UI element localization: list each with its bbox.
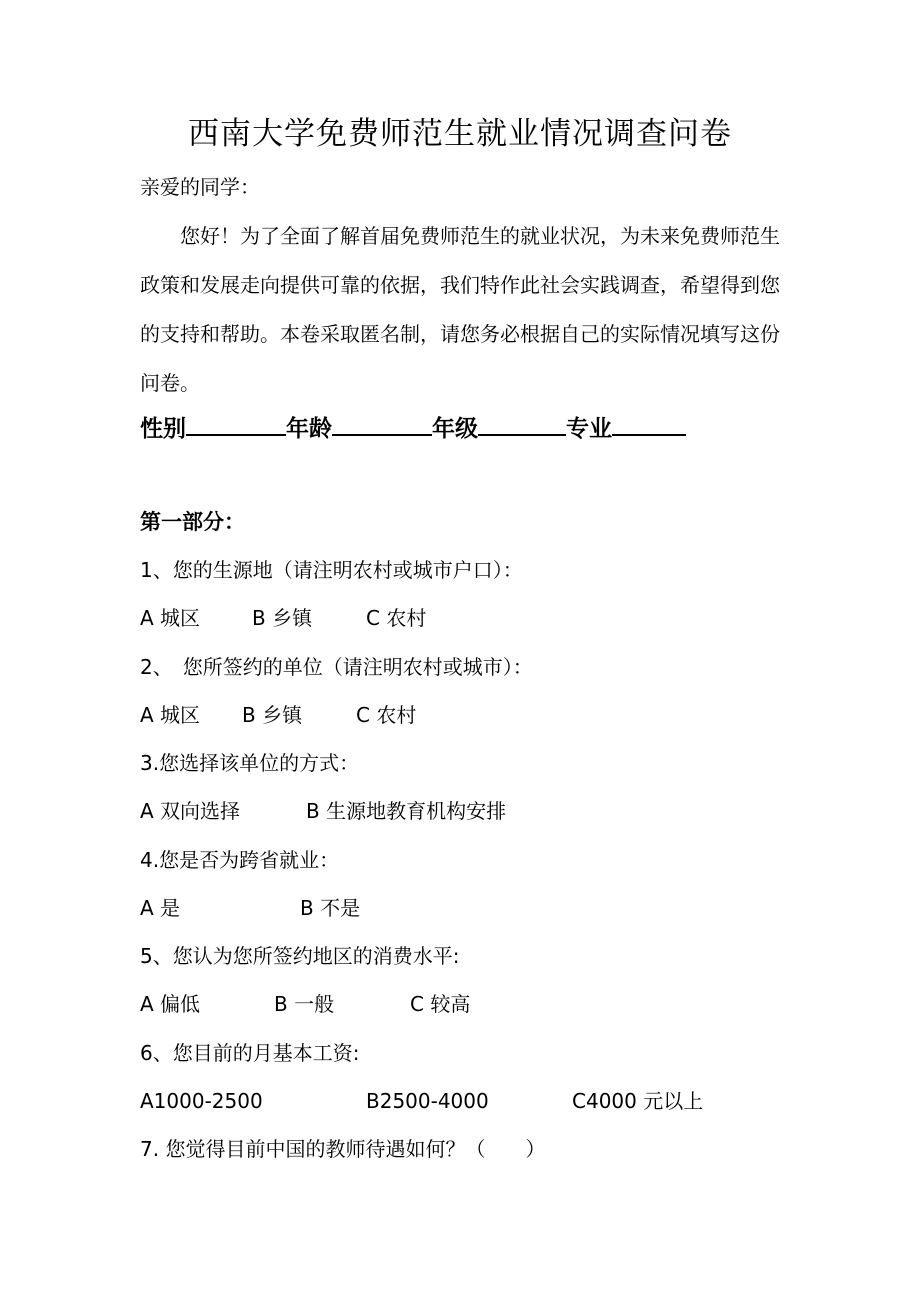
question-4: 4.您是否为跨省就业： [140,848,340,872]
age-label: 年龄 [286,416,332,442]
q1-option-b[interactable]: B 乡镇 [252,606,313,630]
q2-option-b[interactable]: B 乡镇 [242,703,303,727]
q1-option-c[interactable]: C 农村 [366,606,427,630]
major-label: 专业 [566,416,612,442]
gender-blank[interactable] [186,408,286,436]
info-fields [140,408,686,447]
q4-option-b[interactable]: B 不是 [300,896,361,920]
greeting: 亲爱的同学： [140,175,260,199]
q2-option-a[interactable]: A 城区 [140,703,201,727]
question-5: 5、您认为您所签约地区的消费水平: [140,944,460,968]
q6-option-c[interactable]: C4000 元以上 [572,1089,704,1113]
question-1: 1、您的生源地（请注明农村或城市户口）： [140,558,523,582]
q3-option-b[interactable]: B 生源地教育机构安排 [306,799,507,823]
q5-option-a[interactable]: A 偏低 [140,992,201,1016]
question-3: 3.您选择该单位的方式： [140,751,360,775]
q3-option-a[interactable]: A 双向选择 [140,799,241,823]
q4-option-a[interactable]: A 是 [140,896,181,920]
gender-label: 性别 [140,416,186,442]
grade-blank[interactable] [478,408,566,436]
q5-option-b[interactable]: B 一般 [274,992,335,1016]
intro-paragraph: 您好！为了全面了解首届免费师范生的就业状况，为未来免费师范生政策和发展走向提供可靠的依据，我们特作此社会实践调查，希望得到您的支持和帮助。本卷采取匿名制，请您务必根据自己的实际情况填写这份问卷。 [140,224,780,395]
question-2: 2、 您所签约的单位（请注明农村或城市）： [140,655,533,679]
q5-option-c[interactable]: C 较高 [410,992,471,1016]
q6-option-b[interactable]: B2500-4000 [366,1089,489,1113]
q1-option-a[interactable]: A 城区 [140,606,201,630]
q2-option-c[interactable]: C 农村 [356,703,417,727]
question-7: 7. 您觉得目前中国的教师待遇如何？（ ） [140,1137,546,1161]
grade-label: 年级 [432,416,478,442]
question-6: 6、您目前的月基本工资: [140,1041,360,1065]
major-blank[interactable] [612,408,686,436]
section-heading: 第一部分： [140,510,245,534]
page-title: 西南大学免费师范生就业情况调查问卷 [188,116,732,152]
q6-option-a[interactable]: A1000-2500 [140,1089,263,1113]
age-blank[interactable] [332,408,432,436]
